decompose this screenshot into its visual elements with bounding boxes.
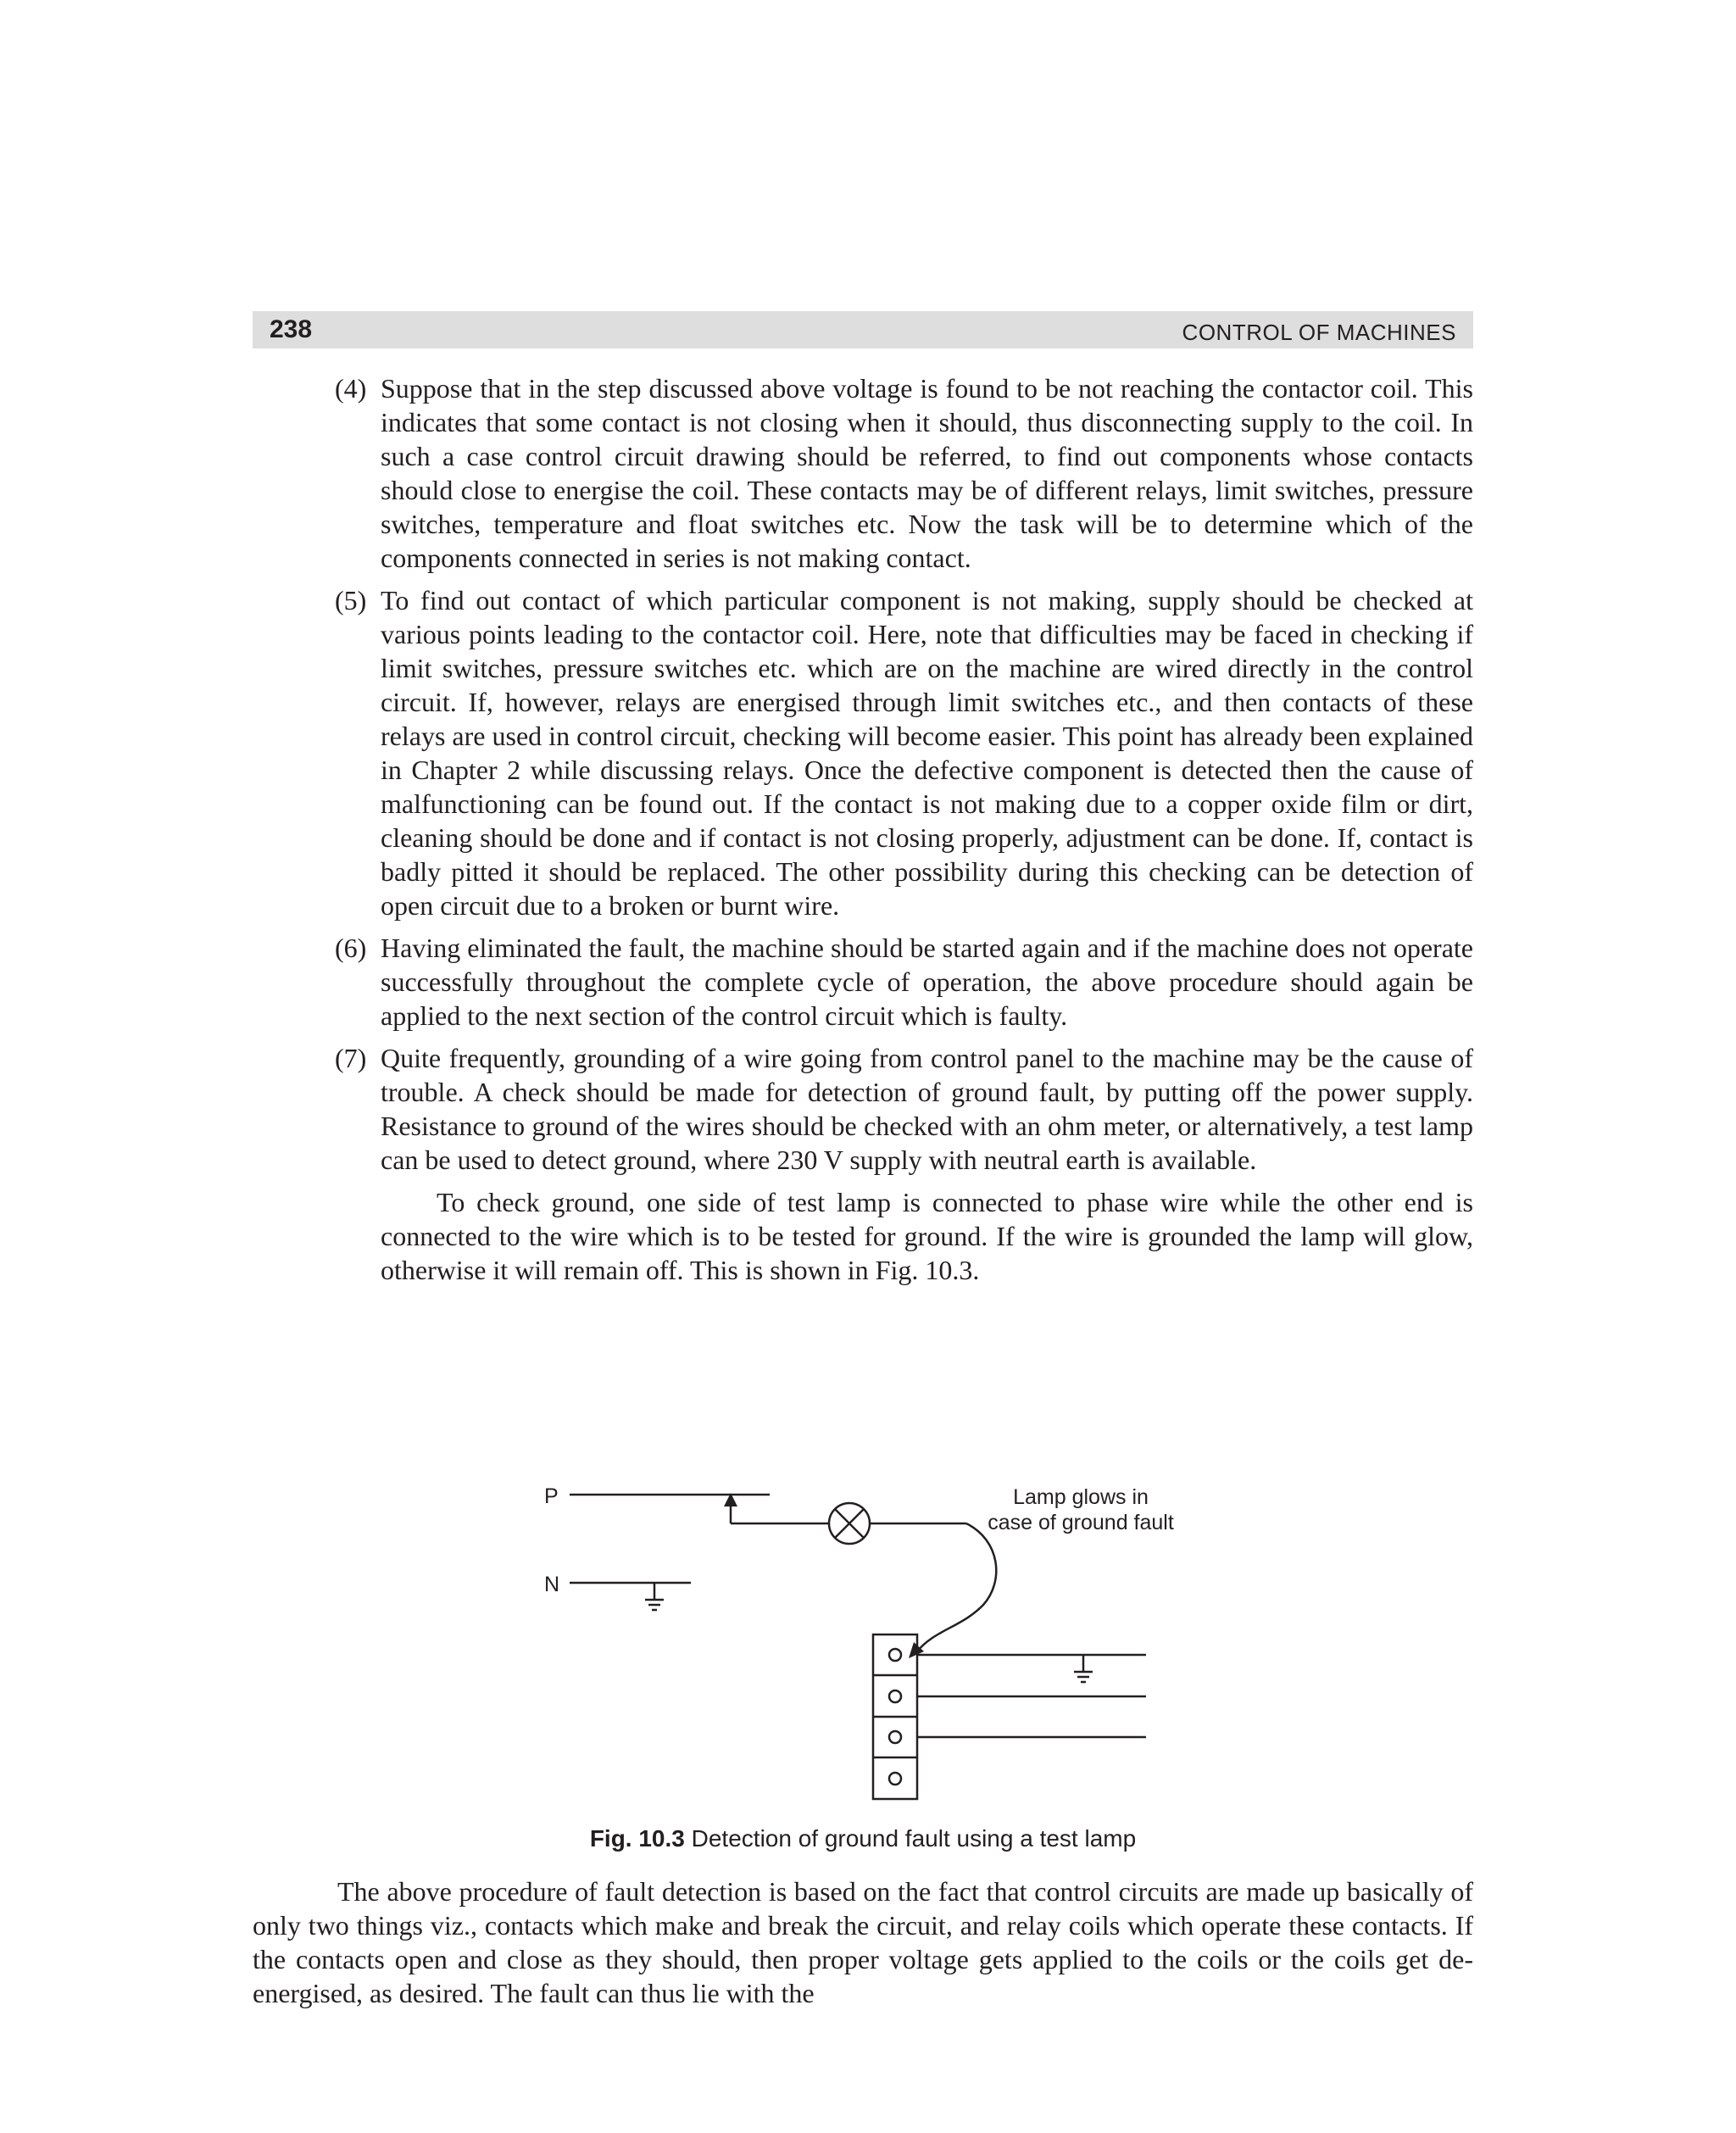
list-item <box>335 931 1473 1033</box>
item-text: Having eliminated the fault, the machine should be started again and if the machine does not operate successfully throughout the complete cycle of operation, the above procedure should again be applied to the next section of the control circuit which is faulty. <box>381 933 1473 1031</box>
list-item <box>335 1041 1473 1177</box>
terminal-screw <box>889 1773 901 1785</box>
item-number: (6) <box>335 933 367 963</box>
chapter-title: CONTROL OF MACHINES <box>1182 320 1456 345</box>
item-text: To find out contact of which particular component is not making, supply should be checked at various points leading to the contactor coil. Here, note that difficulties may be faced in checking if limit switches, pressure switches etc. which are on the machine are wired directly in the control circuit. If, however, relays are energised through limit switches etc., and then contacts of these relays are used in control circuit, checking will become easier. This point has already been explained in Chapter 2 while discussing relays. Once the defective component is detected then the cause of malfunctioning can be found out. If the contact is not making due to a copper oxide film or dirt, cleaning should be done and if contact is not closing properly, adjustment can be done. If, contact is badly pitted it should be replaced. The other possibility during this checking can be detection of open circuit due to a broken or burnt wire. <box>381 585 1473 921</box>
list-item <box>335 583 1473 922</box>
item-number: (4) <box>335 373 367 404</box>
terminal-screw <box>889 1690 901 1702</box>
ground-fault-diagram <box>526 1488 1204 1802</box>
terminal-screw <box>889 1649 901 1661</box>
terminal-screw <box>889 1731 901 1743</box>
numbered-list <box>335 371 1473 1287</box>
closing-paragraph: The above procedure of fault detection is based on the fact that control circuits are made up basically of only two things viz., contacts which make and break the circuit, and relay coils which operate these contacts. If the contacts open and close as they should, then proper voltage gets applied to the coils or the coils get de-energised, as desired. The fault can thus lie with the <box>253 1876 1473 2008</box>
annotation-line-2: case of ground fault <box>988 1511 1174 1534</box>
list-item <box>335 371 1473 575</box>
caption-number: Fig. 10.3 <box>589 1825 685 1852</box>
diagram-svg <box>526 1488 1204 1802</box>
figure-caption <box>253 1824 1473 1854</box>
phase-label: P <box>544 1488 559 1508</box>
page-number: 238 <box>270 315 313 343</box>
neutral-label: N <box>544 1573 560 1596</box>
caption-text: Detection of ground fault using a test lamp <box>684 1825 1137 1852</box>
item-number: (7) <box>335 1043 367 1073</box>
running-header <box>253 311 1473 348</box>
item-continuation-paragraph: To check ground, one side of test lamp is connected to phase wire while the other end is connected to the wire which is to be tested for ground. If the wire is grounded the lamp will glow, otherwise it will remain off. This is shown in Fig. 10.3. <box>381 1187 1473 1285</box>
item-number: (5) <box>335 585 367 615</box>
item-text: Suppose that in the step discussed above voltage is found to be not reaching the contactor coil. This indicates that some contact is not closing when it should, thus disconnecting supply to the coil. In such a case control circuit drawing should be referred, to find out components whose contacts should close to energise the coil. These contacts may be of different relays, limit switches, pressure switches, temperature and float switches etc. Now the task will be to determine which of the components connected in series is not making contact. <box>381 373 1473 573</box>
annotation-line-1: Lamp glows in <box>1013 1488 1149 1509</box>
item-text: Quite frequently, grounding of a wire going from control panel to the machine may be the cause of trouble. A check should be made for detection of ground fault, by putting off the power supply. Resistance to ground of the wires should be checked with an ohm meter, or alternatively, a test lamp can be used to detect ground, where 230 V supply with neutral earth is available. <box>381 1043 1473 1175</box>
lead-curve <box>917 1523 996 1651</box>
